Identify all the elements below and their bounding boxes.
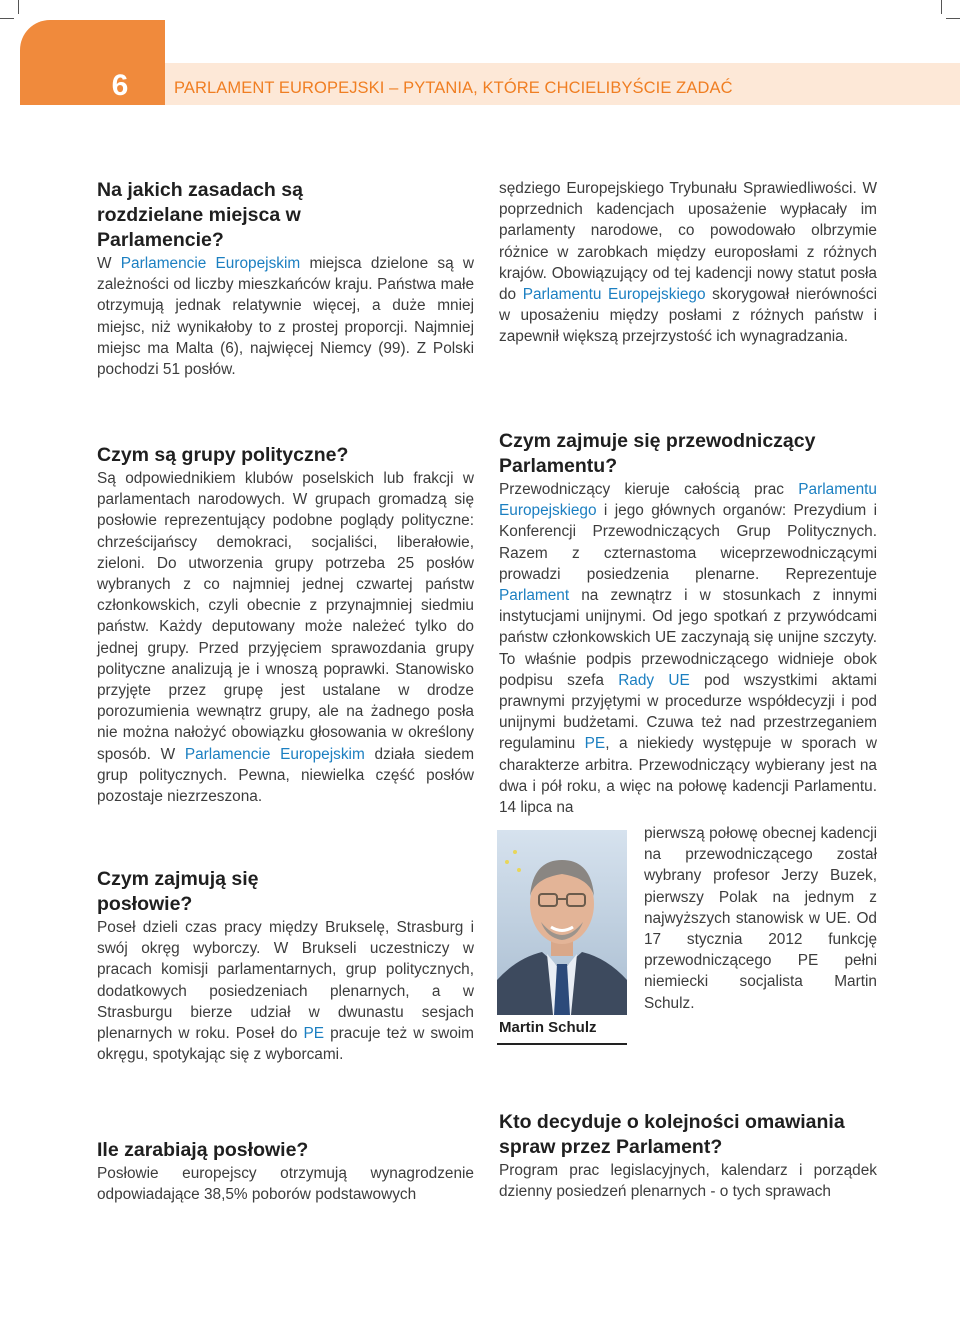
portrait-image — [497, 830, 627, 1015]
section-president — [499, 429, 877, 818]
section-title: Kto decyduje o kolejności omawiania spraw przez Parlament? — [499, 1111, 845, 1158]
section-seat-allocation — [97, 178, 474, 380]
section-president-wrap — [644, 823, 877, 1014]
section-political-groups — [97, 443, 474, 807]
photo-caption: Martin Schulz — [499, 1019, 597, 1036]
link-parliament[interactable]: Parlamentu Europejskiego — [499, 481, 877, 520]
caption-rule — [497, 1043, 627, 1045]
section-title: Na jakich zasadach są rozdzielane miejsca w Parlamencie? — [97, 179, 303, 251]
section-body: Posłowie europejscy otrzymują wynagrodzenie odpowiadające 38,5% poborów podstawowych — [97, 1165, 474, 1204]
section-title: Czym są grupy polityczne? — [97, 444, 349, 466]
crop-mark — [0, 18, 14, 19]
section-body: sędziego Europejskiego Trybunału Sprawiedliwości. W poprzednich kadencjach uposażenie wypłacały im parlamenty narodowe, co powodowało olbrzymie różnice w zarobkach między europosłami z różnych krajów. Obowiązujący od tej kadencji nowy statut posła do Parlamentu Europejskiego skorygował nierówności w uposażeniu między posłami z różnych państw i zapewnił większą przejrzystość ich wynagradzania. — [499, 180, 877, 346]
page-number: 6 — [111, 69, 129, 102]
link-parliament[interactable]: Parlamencie Europejskim — [120, 255, 301, 272]
crop-mark — [18, 0, 19, 14]
crop-mark — [946, 18, 960, 19]
section-mep-work — [97, 867, 474, 1065]
header-title: PARLAMENT EUROPEJSKI – PYTANIA, KTÓRE CHCIELIBYŚCIE ZADAĆ — [174, 79, 733, 97]
section-title: Czym zajmuje się przewodniczący Parlamentu? — [499, 430, 816, 477]
link-parliament[interactable]: Parlamencie Europejskim — [184, 745, 365, 763]
link-pe[interactable]: PE — [303, 1025, 325, 1043]
section-title: Ile zarabiają posłowie? — [97, 1139, 309, 1161]
section-body: Program prac legislacyjnych, kalendarz i porządek dzienny posiedzeń plenarnych - o tych sprawach — [499, 1162, 877, 1201]
section-body: W Parlamencie Europejskim miejsca dzielone są w zależności od liczby mieszkańców kraju. Państwa małe otrzymują jednak relatywnie więcej, a duże mniej miejsc, niż wynikałoby to z prostej proporcji. Najmniej miejsc ma Malta (6), najwięcej Niemcy (99). Z Polski pochodzi 51 posłów. — [97, 255, 474, 379]
link-pe[interactable]: PE — [584, 735, 606, 753]
portrait-photo — [497, 830, 627, 1015]
section-title: Czym zajmują się posłowie? — [97, 868, 259, 915]
section-body: Poseł dzieli czas pracy między Brukselę, Strasburg i swój okręg wyborczy. W Brukseli uczestniczy w pracach komisji parlamentarnych, grup politycznych, dodatkowych posiedzeniach plenarnych, a w Strasburgu bierze udział w dwunastu sesjach plenarnych w roku. Poseł do PE pracuje też w swoim okręgu, spotykając się z wyborcami. — [97, 919, 474, 1064]
section-mep-salary — [97, 1138, 474, 1205]
section-salary-continued — [499, 178, 877, 348]
link-council[interactable]: Rady UE — [618, 671, 690, 689]
section-body: pierwszą połowę obecnej kadencji na przewodniczącego został wybrany profesor Jerzy Buzek, pierwszy Polak na jednym z najwyższych stanowisk w UE. Od 17 stycznia 2012 funkcję przewodniczącego PE pełni niemiecki socjalista Martin Schulz. — [644, 825, 877, 1012]
section-body: Przewodniczący kieruje całością prac Parlamentu Europejskiego i jego głównych organów: Prezydium i Konferencji Przewodniczących Grup Politycznych. Razem z czternastoma wiceprzewodniczącymi prowadzi posiedzenia plenarne. Reprezentuje Parlament na zewnątrz i w stosunkach z innymi instytucjami unijnymi. Od jego spotkań z przywódcami państw członkowskich UE zaczynają się unijne szczyty. To właśnie podpis przewodniczącego widnieje obok podpisu szefa Rady UE pod wszystkimi aktami prawnymi przyjętymi w procedurze współdecyzji i pod unijnymi budżetami. Czuwa też nad przestrzeganiem regulaminu PE, a niekiedy występuje w sporach w charakterze arbitra. Przewodniczący wybierany jest na dwa i pół roku, a więc na połowę kadencji Parlamentu. 14 lipca na — [499, 481, 877, 817]
section-agenda — [499, 1110, 877, 1202]
link-parliament-short[interactable]: Parlament — [499, 587, 570, 605]
section-body: Są odpowiednikiem klubów poselskich lub frakcji w parlamentach narodowych. W grupach gromadzą się posłowie reprezentujący podobne poglądy polityczne: chrześcijańscy demokraci, socjaliści, liberałowie, zieloni. Do utworzenia grupy potrzeba 25 posłów wybranych z co najmniej jednej czwartej państw członkowskich, czyli obecnie z przynajmniej siedmiu państw. Każdy deputowany może należeć tylko do jednej grupy. Przed przyjęciem sprawozdania grupy polityczne analizują je i wnoszą poprawki. Stanowisko przyjęte przez grupę jest ustalane w drodze porozumienia wewnątrz grupy, ale na żadnego posła nie można nałożyć obowiązku głosowania w określony sposób. W Parlamencie Europejskim działa siedem grup politycznych. Pewna, niewielka część posłów pozostaje niezrzeszona. — [97, 470, 475, 806]
crop-mark — [941, 0, 942, 14]
link-parliament[interactable]: Parlamentu Europejskiego — [522, 286, 706, 304]
